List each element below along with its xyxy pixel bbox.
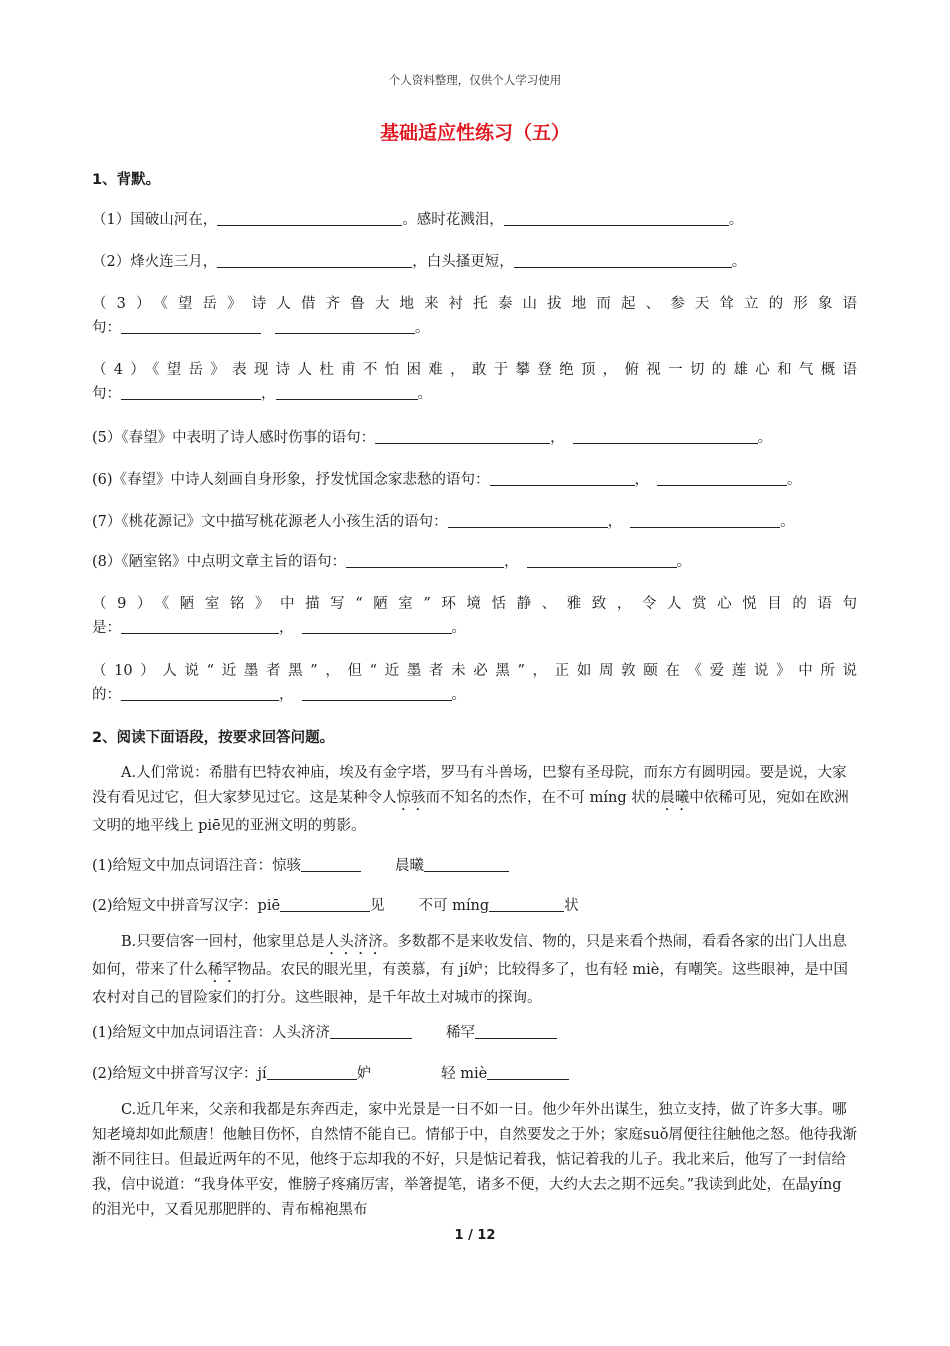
answer-blank[interactable]	[527, 553, 677, 568]
passage-b: B.只要信客一回村，他家里总是人头济济。多数都不是来收发信、物的，只是来看个热闹，看看各家的出门人出息如何，带来了什么稀罕物品。农民的眼光里，有羡慕，有 jí妒；比较得多了，也有轻 miè，有嘲笑。这些眼神，是中国农村对自己的冒险家们的打分。这些眼神，是千年故土对城市的探询。	[92, 934, 848, 1006]
page-title: 基础适应性练习（五）	[379, 122, 570, 144]
dotted-word: 晨曦	[660, 790, 690, 806]
passage-b-q1: (1)给短文中加点词语注音：人头济济 稀罕	[92, 1021, 857, 1042]
answer-blank[interactable]	[302, 686, 452, 701]
question-5: (5）《春望》中表明了诗人感时伤事的语句： ， 。	[92, 430, 773, 446]
question-9-line2: 是： ， 。	[92, 620, 466, 636]
page-number: 1 / 12	[454, 1228, 496, 1243]
answer-blank[interactable]	[121, 686, 279, 701]
answer-blank[interactable]	[330, 1024, 412, 1039]
passage-a: A.人们常说：希腊有巴特农神庙，埃及有金字塔，罗马有斗兽场，巴黎有圣母院，而东方有圆明园。要是说，大家没有看见过它，但大家梦见过它。这是某种令人惊骇而不知名的杰作，在不可 míng 状的晨曦中依稀可见，宛如在欧洲文明的地平线上 piē见的亚洲文明的剪影。	[92, 765, 849, 834]
question-6: (6)《春望》中诗人刻画自身形象，抒发忧国念家悲愁的语句： ， 。	[92, 472, 802, 488]
dotted-word: 惊骇	[396, 790, 426, 806]
question-3-line1: （3）《望岳》诗人借齐鲁大地来衬托泰山拔地而起、参天耸立的形象语	[92, 296, 857, 312]
question-8: (8）《陋室铭》中点明文章主旨的语句： ， 。	[92, 554, 692, 570]
section2-heading: 2、阅读下面语段，按要求回答问题。	[92, 730, 335, 746]
answer-blank[interactable]	[630, 513, 780, 528]
section1-heading: 1、背默。	[92, 172, 161, 188]
question-1: （1）国破山河在， 。感时花溅泪， 。	[92, 212, 744, 228]
answer-blank[interactable]	[424, 857, 509, 872]
answer-blank[interactable]	[514, 253, 732, 268]
question-10-line2: 的： ， 。	[92, 687, 466, 703]
answer-blank[interactable]	[573, 429, 758, 444]
question-7: (7）《桃花源记》文中描写桃花源老人小孩生活的语句： ， 。	[92, 514, 795, 530]
passage-a-q2: (2)给短文中拼音写汉字：piē 见 不可 míng 状	[92, 898, 579, 914]
answer-blank[interactable]	[490, 471, 635, 486]
dotted-word: 稀罕	[208, 962, 237, 978]
question-2: （2）烽火连三月， ，白头搔更短， 。	[92, 254, 747, 270]
answer-blank[interactable]	[346, 553, 504, 568]
answer-blank[interactable]	[275, 319, 415, 334]
answer-blank[interactable]	[375, 429, 550, 444]
passage-c: C.近几年来，父亲和我都是东奔西走，家中光景是一日不如一日。他少年外出谋生，独立支持，做了许多大事。哪知老境却如此颓唐！他触目伤怀，自然情不能自已。情郁于中，自然要发之于外；家庭suǒ屑便往往触他之怒。他待我渐渐不同往日。但最近两年的不见，他终于忘却我的不好，只是惦记着我，惦记着我的儿子。我北来后，他写了一封信给我，信中说道：“我身体平安，惟膀子疼痛厉害，举箸提笔，诸多不便，大约大去之期不远矣。”我读到此处，在晶yíng 的泪光中，又看见那肥胖的、青布棉袍黑布	[92, 1102, 858, 1218]
answer-blank[interactable]	[657, 471, 787, 486]
question-4-line2: 句： ， 。	[92, 386, 432, 402]
answer-blank[interactable]	[301, 857, 361, 872]
answer-blank[interactable]	[448, 513, 608, 528]
answer-blank[interactable]	[302, 619, 452, 634]
answer-blank[interactable]	[217, 211, 402, 226]
answer-blank[interactable]	[504, 211, 729, 226]
dotted-word: 人头济济	[324, 934, 383, 950]
answer-blank[interactable]	[121, 385, 261, 400]
question-10-line1: （10）人说“近墨者黑”，但“近墨者未必黑”，正如周敦颐在《爱莲说》中所说	[92, 663, 857, 679]
answer-blank[interactable]	[487, 1065, 569, 1080]
passage-b-q2: (2)给短文中拼音写汉字：jí 妒 轻 miè	[92, 1062, 857, 1083]
question-4-line1: （4）《望岳》表现诗人杜甫不怕困难，敢于攀登绝顶，俯视一切的雄心和气概语	[92, 362, 857, 378]
question-9-line1: （9）《陋室铭》中描写“陋室”环境恬静、雅致，令人赏心悦目的语句	[92, 596, 857, 612]
question-3-line2: 句： 。	[92, 320, 430, 336]
answer-blank[interactable]	[489, 897, 564, 912]
answer-blank[interactable]	[121, 319, 261, 334]
answer-blank[interactable]	[276, 385, 418, 400]
answer-blank[interactable]	[217, 253, 412, 268]
passage-a-q1: (1)给短文中加点词语注音：惊骇 晨曦	[92, 854, 857, 875]
answer-blank[interactable]	[475, 1024, 557, 1039]
answer-blank[interactable]	[121, 619, 279, 634]
answer-blank[interactable]	[280, 897, 370, 912]
answer-blank[interactable]	[267, 1065, 357, 1080]
page-header: 个人资料整理，仅供个人学习使用	[388, 73, 562, 87]
